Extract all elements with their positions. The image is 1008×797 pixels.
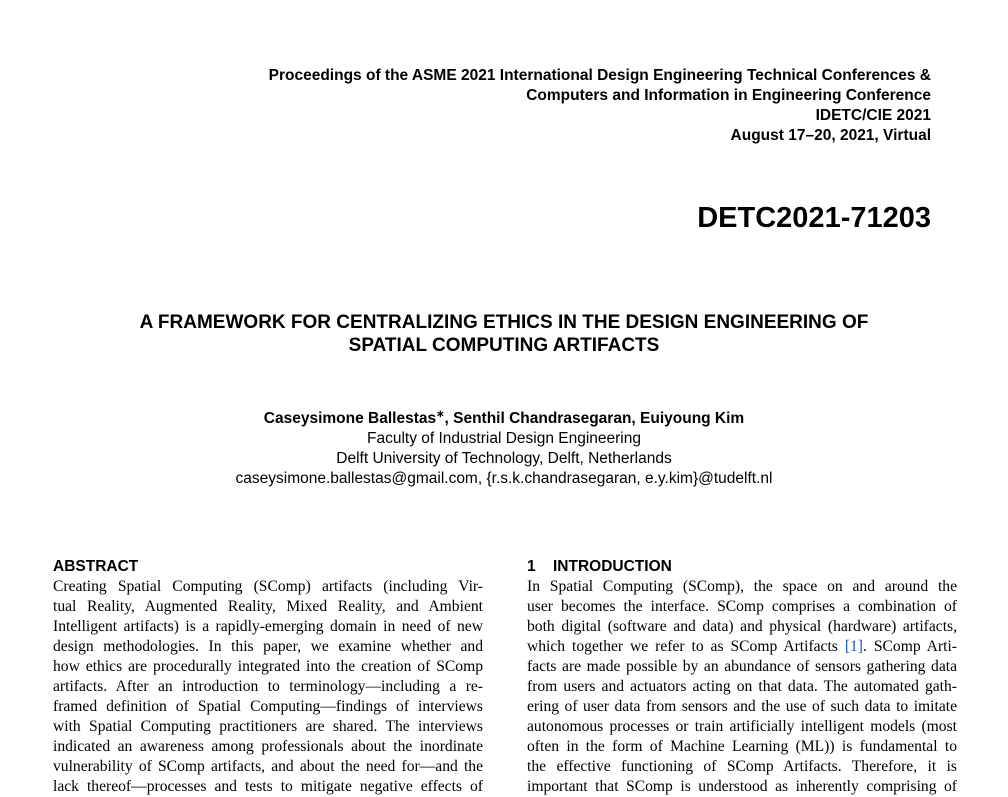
abstract-line: indicated an awareness among professionals about the inordinate xyxy=(53,738,483,755)
introduction-line: user becomes the interface. SComp comprises a combination of xyxy=(527,598,957,615)
introduction-line: In Spatial Computing (SComp), the space on and around the xyxy=(527,578,957,595)
corresponding-author-mark: ∗ xyxy=(436,409,445,420)
introduction-line: important that SComp is understood as inherently comprising of xyxy=(527,778,957,795)
introduction-section xyxy=(527,557,957,797)
introduction-line: the effective functioning of SComp Artifacts. Therefore, it is xyxy=(527,758,957,775)
section-title: INTRODUCTION xyxy=(553,558,672,575)
paper-id: DETC2021-71203 xyxy=(697,202,931,234)
author-names xyxy=(0,409,1008,429)
affiliation-university: Delft University of Technology, Delft, Netherlands xyxy=(336,450,672,467)
abstract-line: lack thereof—processes and tests to mitigate negative effects of xyxy=(53,778,483,795)
introduction-line: ering of user data from sensors and the use of such data to imitate xyxy=(527,698,957,715)
affiliation-faculty: Faculty of Industrial Design Engineering xyxy=(367,430,641,447)
proceedings-header xyxy=(269,66,931,146)
title-line: A FRAMEWORK FOR CENTRALIZING ETHICS IN THE DESIGN ENGINEERING OF xyxy=(139,312,869,333)
abstract-section xyxy=(53,557,483,797)
citation-link[interactable]: [1] xyxy=(844,638,863,655)
introduction-line-text: which together we refer to as SComp Artifacts xyxy=(527,638,845,655)
author-emails: caseysimone.ballestas@gmail.com, {r.s.k.chandrasegaran, e.y.kim}@tudelft.nl xyxy=(235,470,773,487)
introduction-heading xyxy=(527,557,957,577)
introduction-line: autonomous processes or train artificially intelligent models (most xyxy=(527,718,957,735)
other-authors: , Senthil Chandrasegaran, Euiyoung Kim xyxy=(444,410,745,427)
abstract-line: design methodologies. In this paper, we examine whether and xyxy=(53,638,483,655)
title-line: SPATIAL COMPUTING ARTIFACTS xyxy=(348,335,660,356)
abstract-body xyxy=(53,577,483,797)
first-author: Caseysimone Ballestas xyxy=(263,410,437,427)
paper-title xyxy=(0,311,1008,357)
abstract-line: artifacts. After an introduction to terminology—including a re- xyxy=(53,678,483,695)
proceedings-line: August 17–20, 2021, Virtual xyxy=(730,127,931,144)
proceedings-line: Proceedings of the ASME 2021 International Design Engineering Technical Conferences & xyxy=(268,67,931,84)
introduction-line: from users and actuators acting on that data. The automated gath- xyxy=(527,678,957,695)
introduction-line: both digital (software and data) and physical (hardware) artifacts, xyxy=(527,618,957,635)
author-block xyxy=(0,409,1008,489)
abstract-heading: ABSTRACT xyxy=(53,558,139,575)
section-number: 1 xyxy=(527,558,536,575)
introduction-line: often in the form of Machine Learning (ML)) is fundamental to xyxy=(527,738,957,755)
abstract-line: framed definition of Spatial Computing—findings of interviews xyxy=(53,698,483,715)
abstract-line: vulnerability of SComp artifacts, and about the need for—and the xyxy=(53,758,483,775)
introduction-body xyxy=(527,577,957,797)
proceedings-line: Computers and Information in Engineering Conference xyxy=(526,87,931,104)
introduction-line xyxy=(527,637,957,657)
abstract-line: how ethics are procedurally integrated into the creation of SComp xyxy=(53,658,483,675)
abstract-line: with Spatial Computing practitioners are shared. The interviews xyxy=(53,718,483,735)
introduction-line: facts are made possible by an abundance of sensors gathering data xyxy=(527,658,957,675)
abstract-line: Creating Spatial Computing (SComp) artifacts (including Vir- xyxy=(53,578,483,595)
abstract-line: Intelligent artifacts) is a rapidly-emerging domain in need of new xyxy=(53,618,483,635)
introduction-line-tail: . SComp Arti- xyxy=(863,638,957,655)
abstract-line: tual Reality, Augmented Reality, Mixed Reality, and Ambient xyxy=(53,598,483,615)
proceedings-line: IDETC/CIE 2021 xyxy=(815,107,931,124)
